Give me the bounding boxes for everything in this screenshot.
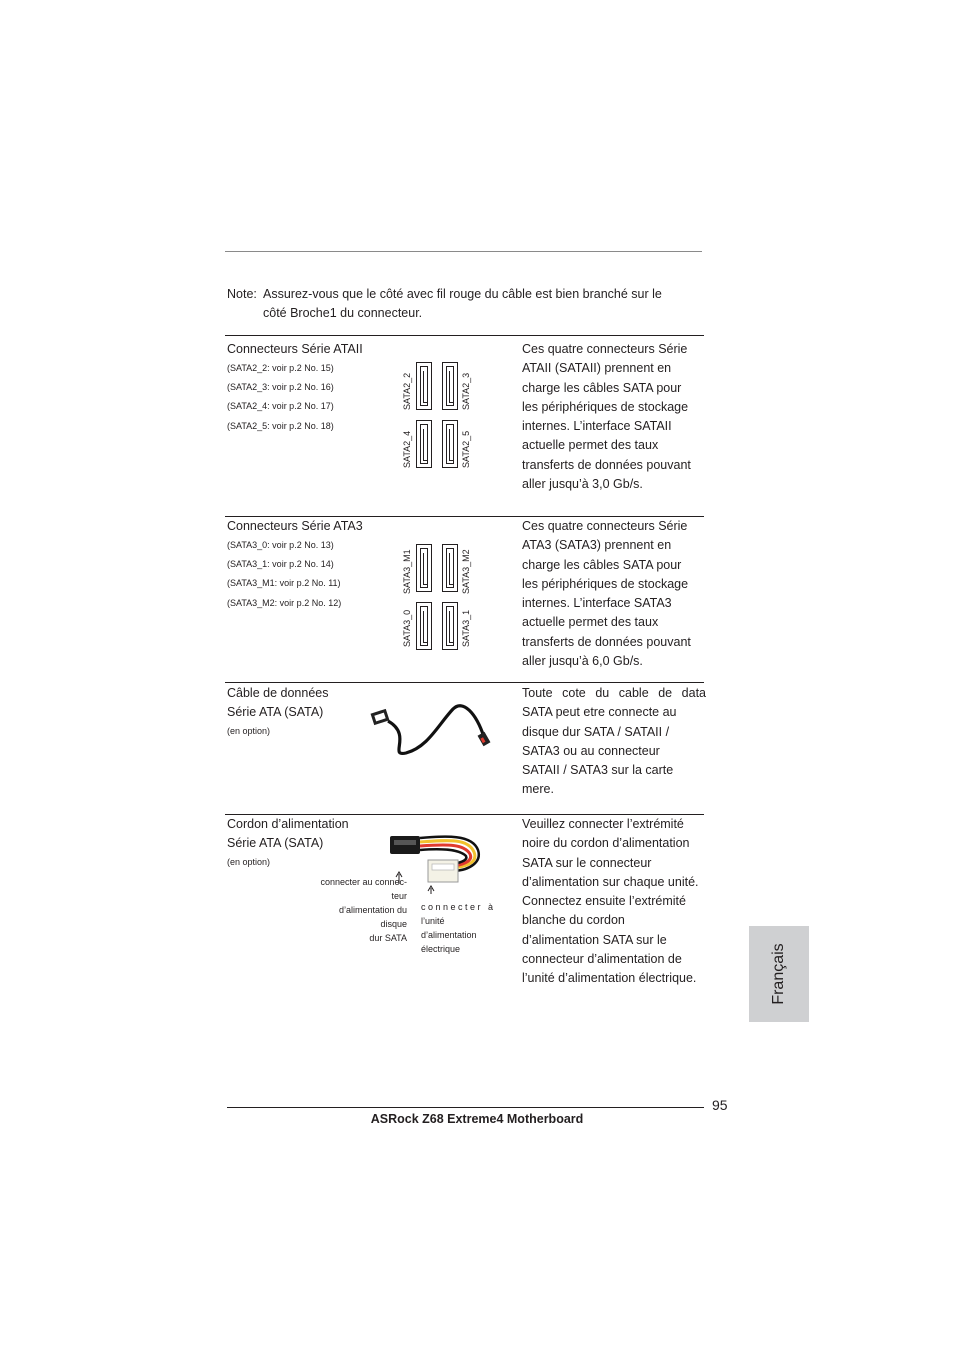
sataii-description: Ces quatre connecteurs Série ATAII (SATAII) prennent en charge les câbles SATA pour les périphériques de stockage internes. L’interface SATAII actuelle permet des taux transferts de données pouvant aller jusqu’à 3,0 Gb/s. — [522, 342, 691, 492]
sata-port-icon — [416, 362, 432, 410]
power-cord-description: Veuillez connecter l’extrémité noire du cordon d’alimentation SATA sur le connecteur d’alimentation sur chaque unité. Connectez ensuite l’extrémité blanche du cordon d’alimentation SATA sur le connecteur d’alimentation de l’unité d’alimentation électrique. — [522, 817, 699, 986]
sata3-ref-1: (SATA3_0: voir p.2 No. 13) — [227, 540, 334, 550]
sataii-ref-1: (SATA2_2: voir p.2 No. 15) — [227, 363, 334, 373]
sataii-title: Connecteurs Série ATAII — [227, 342, 363, 356]
note-line-1: Assurez-vous que le côté avec fil rouge du câble est bien branché sur le — [263, 287, 662, 301]
note-line-2: côté Broche1 du connecteur. — [263, 306, 423, 320]
sata-port-icon — [416, 602, 432, 650]
sata3-ref-4: (SATA3_M2: voir p.2 No. 12) — [227, 598, 342, 608]
data-cable-description: Toute cote du cable de data SATA peut etre connecte au disque dur SATA / SATAII / SATA3 ou au connecteur SATAII / SATA3 sur la carte mere. — [522, 686, 706, 797]
sataii-ref-4: (SATA2_5: voir p.2 No. 18) — [227, 421, 334, 431]
port-label-sata3-m2: SATA3_M2 — [461, 549, 471, 594]
power-caption-left: connecter au connec- teur d’alimentation du disque dur SATA — [320, 877, 407, 943]
power-cord-option: (en option) — [227, 857, 271, 867]
port-label-sata2-2: SATA2_2 — [402, 372, 412, 410]
sata-data-cable-illustration — [368, 695, 498, 765]
port-label-sata2-4: SATA2_4 — [402, 430, 412, 468]
language-tab-label: Français — [770, 943, 787, 1005]
sata3-ref-2: (SATA3_1: voir p.2 No. 14) — [227, 559, 334, 569]
note-label: Note: — [227, 287, 257, 301]
sata-port-icon — [442, 362, 458, 410]
sata-port-icon — [416, 420, 432, 468]
data-cable-option: (en option) — [227, 726, 271, 736]
port-label-sata3-1: SATA3_1 — [461, 609, 471, 647]
data-cable-title-2: Série ATA (SATA) — [227, 705, 324, 719]
sata-port-icon — [442, 602, 458, 650]
port-label-sata3-m1: SATA3_M1 — [402, 549, 412, 594]
port-label-sata3-0: SATA3_0 — [402, 609, 412, 647]
port-label-sata2-5: SATA2_5 — [461, 430, 471, 468]
footer-rule — [227, 1107, 704, 1108]
data-cable-title-1: Câble de données — [227, 686, 329, 700]
footer-product: ASRock Z68 Extreme4 Motherboard — [370, 1112, 584, 1126]
sataii-ref-2: (SATA2_3: voir p.2 No. 16) — [227, 382, 334, 392]
port-label-sata2-3: SATA2_3 — [461, 372, 471, 410]
sata3-description: Ces quatre connecteurs Série ATA3 (SATA3) prennent en charge les câbles SATA pour les périphériques de stockage internes. L’interface SATA3 actuelle permet des taux transferts de données pouvant aller jusqu’à 6,0 Gb/s. — [522, 519, 691, 669]
power-caption-right: c o n n e c t e r à l’unité d’alimentation électrique — [421, 902, 494, 954]
sata3-title: Connecteurs Série ATA3 — [227, 519, 363, 533]
sataii-ref-3: (SATA2_4: voir p.2 No. 17) — [227, 401, 334, 411]
sata-port-icon — [416, 544, 432, 592]
power-cord-title-2: Série ATA (SATA) — [227, 836, 324, 850]
power-cord-title-1: Cordon d’alimentation — [227, 817, 349, 831]
sata-port-icon — [442, 420, 458, 468]
language-side-tab — [749, 926, 809, 1022]
section-rule-1 — [225, 335, 704, 336]
page-number: 95 — [712, 1097, 728, 1113]
section-rule-3 — [225, 682, 704, 683]
sata-port-icon — [442, 544, 458, 592]
top-rule — [225, 251, 702, 252]
sata3-ref-3: (SATA3_M1: voir p.2 No. 11) — [227, 578, 341, 588]
